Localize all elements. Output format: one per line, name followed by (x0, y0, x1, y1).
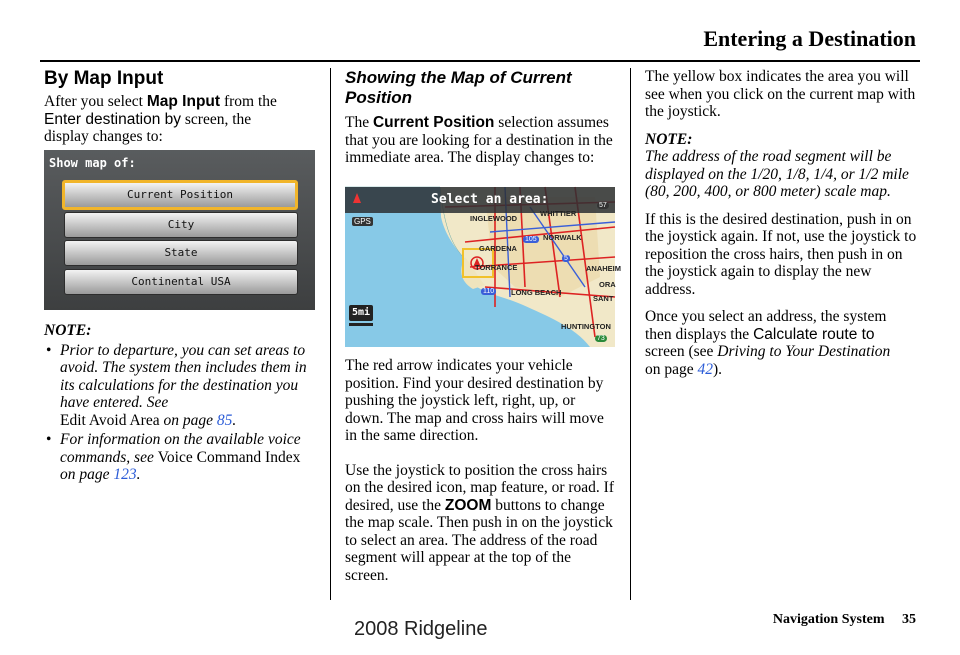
desired-destination-paragraph: If this is the desired destination, push in on the joystick again. If not, use the joystick to reposition the cross hairs, then push in on the joystick again to display the new address. (645, 210, 917, 298)
text: Edit Avoid Area (60, 411, 160, 429)
note-bullet-avoid-areas: • Prior to departure, you can set areas to avoid. The system then includes them in its calculations for the destination you have entered. See Edit Avoid Area on page 85. (44, 342, 319, 430)
text: screen (see (645, 343, 718, 360)
intro-paragraph (44, 93, 319, 146)
text: Use the joystick to position the cross hairs on the desired icon, map feature, or road. If desired, use the (345, 461, 614, 514)
map-label: ORA (599, 280, 616, 289)
text: on page (60, 466, 114, 483)
text: ). (713, 360, 723, 378)
map-scale: 5mi (352, 307, 371, 318)
text: The (345, 114, 373, 131)
map-label: NORWALK (543, 233, 582, 242)
city-button[interactable]: City (64, 212, 298, 238)
map-label: WHITTIER (540, 209, 577, 218)
map-label: INGLEWOOD (470, 214, 518, 223)
text: buttons to change the map scale. Then push in on the joystick to select an area. The address of the road segment will appear at the top of the screen. (345, 496, 613, 584)
state-button[interactable]: State (64, 240, 298, 266)
text: on page (645, 360, 698, 378)
text: For information on the available voice commands, see (60, 431, 301, 466)
map-banner: Select an area: (431, 192, 549, 207)
page-number: 35 (902, 612, 916, 627)
column-1 (44, 68, 319, 154)
text: display changes to: (44, 128, 163, 145)
calculate-route-paragraph (645, 308, 917, 378)
yellow-box-paragraph: The yellow box indicates the area you will see when you click on the current map with the joystick. (645, 68, 916, 120)
page-link-123[interactable]: 123 (113, 466, 137, 483)
text: on page (159, 411, 217, 429)
zoom-term: ZOOM (444, 496, 492, 514)
text: from the (220, 93, 277, 110)
map-label: LONG BEACH (511, 288, 562, 297)
highway-shield: 110 (483, 288, 495, 295)
watermark: 2008 Ridgeline (354, 618, 488, 640)
column-2 (345, 68, 617, 175)
page-link-85[interactable]: 85 (216, 411, 233, 429)
show-map-of-screen (44, 150, 315, 310)
column-1-notes (44, 322, 319, 486)
highway-shield: 57 (599, 202, 607, 209)
calculate-route-term: Calculate route to (753, 325, 875, 343)
text: After you select (44, 93, 147, 110)
gps-badge: GPS (354, 217, 371, 226)
text: screen, the (181, 110, 252, 128)
footer (773, 612, 916, 628)
continental-usa-button[interactable]: Continental USA (64, 269, 298, 295)
page-title: Entering a Destination (703, 26, 916, 51)
column-3 (645, 68, 917, 386)
map-label: HUNTINGTON (561, 322, 611, 331)
text: Prior to departure, you can set areas to avoid. The system then includes them in its calculations for the destination you have entered. See (60, 341, 307, 411)
text: selection assumes that you are looking for a destination in the immediate area. The display changes to: (345, 114, 613, 166)
current-position-paragraph (345, 114, 617, 167)
note-label: NOTE: (645, 130, 693, 148)
red-arrow-paragraph: The red arrow indicates your vehicle position. Find your desired destination by pushing the joystick left, right, up, or down. The map and cross hairs will move in the same direction. (345, 357, 604, 444)
text: Voice Command Index (157, 448, 301, 466)
section-heading-current-position: Showing the Map of Current Position (345, 68, 572, 107)
note-label: NOTE: (44, 322, 92, 339)
column-divider (630, 68, 631, 600)
map-label: TORRANCE (475, 263, 518, 272)
highway-shield: 105 (525, 236, 537, 243)
joystick-paragraph (345, 462, 617, 585)
note-text: The address of the road segment will be displayed on the 1/20, 1/8, 1/4, or 1/2 mile (80, 200, 400, or 800 meter) scale map. (645, 148, 909, 200)
enter-destination-term: Enter destination by (44, 110, 182, 128)
map-input-term: Map Input (146, 93, 221, 110)
text: Driving to Your Destination (717, 343, 891, 360)
section-heading-map-input: By Map Input (44, 68, 164, 89)
highway-shield: 5 (564, 255, 568, 262)
page-link-42[interactable]: 42 (697, 360, 714, 378)
menu-title: Show map of: (49, 156, 136, 170)
highway-shield: 73 (597, 335, 605, 342)
map-screen (345, 187, 621, 347)
map-label: ANAHEIM (586, 264, 621, 273)
map-label: SANT (593, 294, 614, 303)
current-position-button[interactable]: Current Position (62, 180, 298, 210)
map-label: GARDENA (479, 244, 517, 253)
text: Once you select an address, the system then displays the (645, 308, 887, 343)
header-rule (40, 60, 920, 62)
column-2-body (345, 357, 617, 592)
column-divider (330, 68, 331, 600)
note-bullet-voice-commands: • For information on the available voice commands, see Voice Command Index on page 123. (44, 431, 319, 484)
footer-section: Navigation System (772, 612, 885, 627)
current-position-term: Current Position (372, 114, 495, 131)
